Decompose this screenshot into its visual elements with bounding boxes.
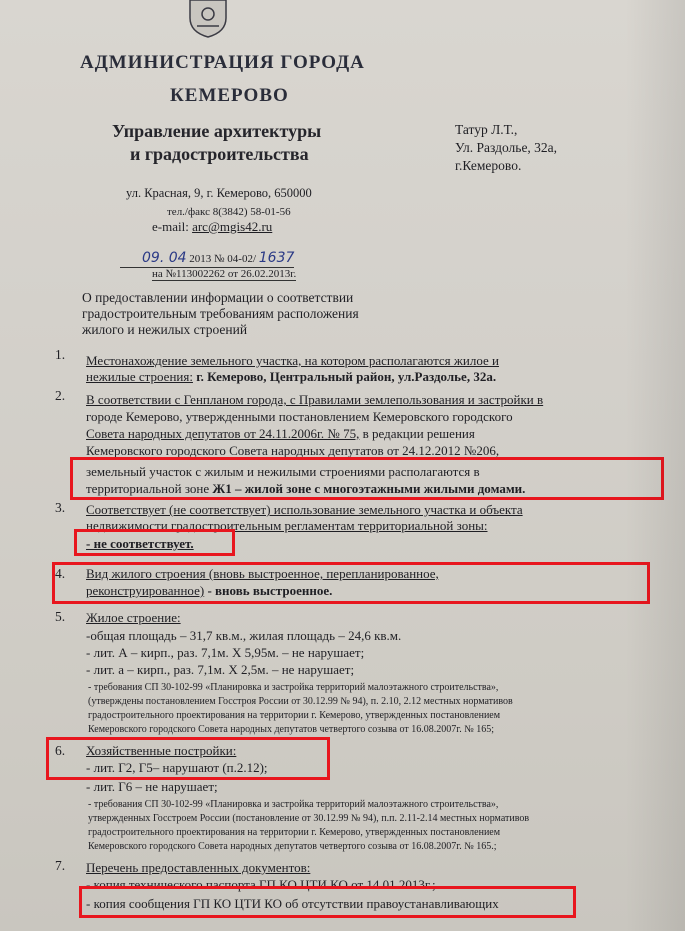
item6-note1: - требования СП 30-102-99 «Планировка и застройка территорий малоэтажного строительства», [88, 799, 499, 810]
registration-line [120, 250, 294, 268]
handwritten-date: 09. 04 [142, 250, 187, 266]
highlight-box-building-type [52, 562, 650, 604]
item2-line5: земельный участок с жилым и нежилыми строениями располагаются в [86, 464, 480, 479]
coat-of-arms-icon [187, 0, 229, 38]
item6-note2: утвержденных Госстроем России (постановление от 30.12.99 № 94), п.п. 2.11-2.14 местных нормативов [88, 813, 530, 824]
item5-line4: - лит. а – кирп., раз. 7,1м. Х 2,5м. – не нарушает; [86, 662, 355, 677]
recipient-street: Ул. Раздолье, 32а, [455, 140, 558, 155]
item5-line3: - лит. А – кирп., раз. 7,1м. Х 5,95м. – не нарушает; [86, 645, 365, 660]
item6-number: 6. [55, 743, 66, 758]
item7-line2: - копия технического паспорта ГП КО ЦТИ КО от 14.01.2013г.; [86, 877, 436, 892]
item1-label: нежилые строения: [86, 369, 193, 384]
item5-line2: -общая площадь – 31,7 кв.м., жилая площадь – 24,6 кв.м. [86, 628, 402, 643]
item2-edition: в редакции решения [359, 426, 475, 441]
recipient-name: Татур Л.Т., [455, 122, 518, 137]
item6-line1: Хозяйственные постройки: [86, 743, 237, 758]
highlight-box-compliance [74, 529, 235, 556]
item5-note3: градостроительного проектирования на территории г. Кемерово, утвержденных постановлением [88, 710, 501, 721]
department-phone: тел./факс 8(3842) 58-01-56 [167, 206, 291, 218]
subject-line3: жилого и нежилых строений [82, 322, 248, 337]
email-label: e-mail: [152, 219, 189, 234]
department-title-line1: Управление архитектуры [112, 121, 322, 141]
item7-line1: Перечень предоставленных документов: [86, 860, 311, 875]
highlight-box-outbuildings [46, 737, 330, 780]
handwritten-number: 1637 [258, 250, 295, 266]
highlight-box-documents [79, 886, 576, 918]
item5-note2: (утверждены постановлением Госстроя России от 30.12.99 № 94), п. 2.10, 2.12 местных нормативов [88, 696, 513, 707]
email-address: arc@mgis42.ru [192, 219, 273, 234]
item7-number: 7. [55, 858, 66, 873]
item5-number: 5. [55, 609, 66, 624]
item1-line1: Местонахождение земельного участка, на котором располагаются жилое и [86, 353, 499, 368]
item5-line1: Жилое строение: [86, 610, 181, 625]
item3-line1: Соответствует (не соответствует) использование земельного участка и объекта [86, 502, 523, 517]
item2-zone-value: Ж1 – жилой зоне с многоэтажными жилыми домами. [212, 481, 526, 496]
city-title: КЕМЕРОВО [170, 85, 289, 106]
item2-zone-label: территориальной зоне [86, 481, 213, 496]
item2-line3 [86, 426, 475, 442]
subject-line2: градостроительным требованиям расположения [82, 306, 359, 321]
department-email [152, 219, 272, 235]
item2-resolution: Совета народных депутатов от 24.11.2006г. № 75, [86, 426, 360, 441]
item5-note1: - требования СП 30-102-99 «Планировка и застройка территорий малоэтажного строительства», [88, 682, 499, 693]
item4-label: реконструированное) [86, 583, 205, 598]
registration-year-number: 2013 № 04-02/ [189, 253, 256, 265]
highlight-box-zone [70, 457, 664, 500]
item7-line3: - копия сообщения ГП КО ЦТИ КО об отсутствии правоустанавливающих [86, 896, 499, 911]
subject-line1: О предоставлении информации о соответствии [82, 290, 354, 305]
item2-line1: В соответствии с Генпланом города, с Правилами землепользования и застройки в [86, 392, 544, 407]
reference-line: на №113002262 от 26.02.2013г. [152, 268, 297, 280]
item5-note4: Кемеровского городского Совета народных депутатов четвертого созыва от 16.08.2007г. № 165; [88, 724, 495, 735]
department-title-line2: и градостроительства [130, 144, 309, 164]
item3-line3: - не соответствует. [86, 536, 194, 551]
item6-line2: - лит. Г2, Г5– нарушают (п.2.12); [86, 760, 268, 775]
item6-note4: Кемеровского городского Совета народных депутатов четвертого созыва от 16.08.2007г. № 165.; [88, 841, 497, 852]
item4-value: - вновь выстроенное. [204, 583, 333, 598]
administration-title: АДМИНИСТРАЦИЯ ГОРОДА [80, 52, 365, 73]
item4-number: 4. [55, 566, 66, 581]
department-address: ул. Красная, 9, г. Кемерово, 650000 [126, 186, 312, 200]
item2-line2: городе Кемерово, утвержденными постановлением Кемеровского городского [86, 409, 513, 424]
item2-line4: Кемеровского городского Совета народных депутатов от 24.12.2012 №206, [86, 443, 500, 458]
item4-line1: Вид жилого строения (вновь выстроенное, перепланированное, [86, 566, 439, 581]
item2-number: 2. [55, 388, 66, 403]
item3-number: 3. [55, 500, 66, 515]
item6-note3: градостроительного проектирования на территории г. Кемерово, утвержденных постановлением [88, 827, 501, 838]
item1-line2 [86, 369, 496, 385]
item3-line2: недвижимости градостроительным регламентам территориальной зоны: [86, 518, 488, 533]
item1-number: 1. [55, 347, 66, 362]
item1-value: г. Кемерово, Центральный район, ул.Раздолье, 32а. [192, 369, 497, 384]
recipient-city: г.Кемерово. [455, 158, 522, 173]
item6-line3: - лит. Г6 – не нарушает; [86, 779, 218, 794]
